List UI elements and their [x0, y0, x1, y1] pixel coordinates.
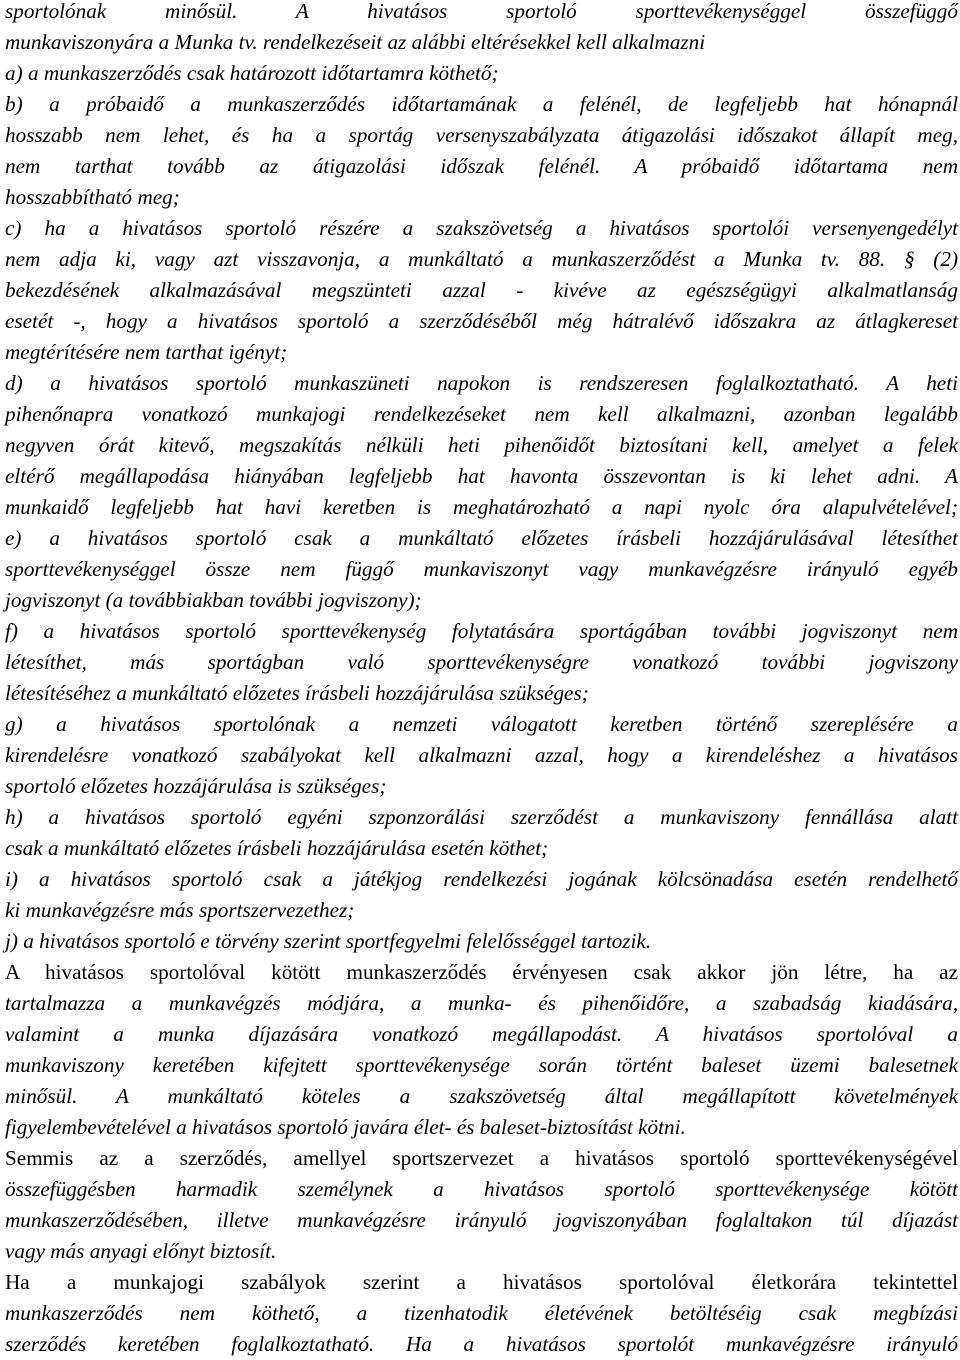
- text-line: munkaviszonyára a Munka tv. rendelkezéseit az alábbi eltérésekkel kell alkalmazni: [5, 30, 706, 54]
- text-line: e) a hivatásos sportoló csak a munkáltató előzetes írásbeli hozzájárulásával létesíthet: [5, 526, 958, 550]
- text-line: g) a hivatásos sportolónak a nemzeti válogatott keretben történő szereplésére a: [5, 712, 958, 736]
- text-line: d) a hivatásos sportoló munkaszüneti napokon is rendszeresen foglalkoztatható. A heti: [5, 371, 958, 395]
- text-line: a) a munkaszerződés csak határozott időtartamra köthető;: [5, 61, 499, 85]
- text-line: Semmis az a szerződés, amellyel sportszervezet a hivatásos sportoló sporttevékenységével: [5, 1146, 958, 1170]
- text-line: h) a hivatásos sportoló egyéni szponzorálási szerződést a munkaviszony fennállása alatt: [5, 805, 958, 829]
- text-line: f) a hivatásos sportoló sporttevékenység folytatására sportágában további jogviszonyt nem: [5, 619, 958, 643]
- text-line: valamint a munka díjazására vonatkozó megállapodást. A hivatásos sportolóval a: [5, 1022, 958, 1046]
- text-line: jogviszonyt (a továbbiakban további jogviszony);: [5, 588, 422, 612]
- text-line: esetét -, hogy a hivatásos sportoló a szerződéséből még hátralévő időszakra az átlagkereset: [5, 309, 958, 333]
- text-line: i) a hivatásos sportoló csak a játékjog rendelkezési jogának kölcsönadása esetén rendelhető: [5, 867, 958, 891]
- text-line: létesítéséhez a munkáltató előzetes írásbeli hozzájárulása szükséges;: [5, 681, 589, 705]
- text-line: szerződés keretében foglalkoztatható. Ha a hivatásos sportolót munkavégzésre irányuló: [5, 1332, 958, 1356]
- text-line: sporttevékenységgel össze nem függő munkaviszonyt vagy munkavégzésre irányuló egyéb: [5, 557, 958, 581]
- text-line: j) a hivatásos sportoló e törvény szerint sportfegyelmi felelősséggel tartozik.: [5, 929, 652, 953]
- text-line: A hivatásos sportolóval kötött munkaszerződés érvényesen csak akkor jön létre, ha az: [5, 960, 958, 984]
- text-line: negyven órát kitevő, megszakítás nélküli heti pihenőidőt biztosítani kell, amelyet a felek: [5, 433, 958, 457]
- text-line: pihenőnapra vonatkozó munkajogi rendelkezéseket nem kell alkalmazni, azonban legalább: [5, 402, 958, 426]
- text-line: megtérítésére nem tarthat igényt;: [5, 340, 288, 364]
- text-line: hosszabb nem lehet, és ha a sportág versenyszabályzata átigazolási időszakot állapít meg,: [5, 123, 958, 147]
- text-line: minősül. A munkáltató köteles a szakszövetség által megállapított követelmények: [5, 1084, 958, 1108]
- text-line: figyelembevételével a hivatásos sportoló javára élet- és baleset-biztosítást kötni.: [5, 1115, 686, 1139]
- text-line: eltérő megállapodása hiányában legfeljebb hat havonta összevontan is ki lehet adni. A: [5, 464, 958, 488]
- text-line: munkaidő legfeljebb hat havi keretben is meghatározható a napi nyolc óra alapulvételével;: [5, 495, 958, 519]
- text-line: bekezdésének alkalmazásával megszünteti azzal - kivéve az egészségügyi alkalmatlanság: [5, 278, 958, 302]
- text-line: munkaviszony keretében kifejtett sporttevékenysége során történt baleset üzemi balesetnek: [5, 1053, 958, 1077]
- text-line: összefüggésben harmadik személynek a hivatásos sportoló sporttevékenysége kötött: [5, 1177, 958, 1201]
- text-line: csak a munkáltató előzetes írásbeli hozzájárulása esetén köthet;: [5, 836, 549, 860]
- text-line: munkaszerződés nem köthető, a tizenhatodik életévének betöltéséig csak megbízási: [5, 1301, 958, 1325]
- text-line: kirendelésre vonatkozó szabályokat kell alkalmazni azzal, hogy a kirendeléshez a hivatásos: [5, 743, 958, 767]
- text-line: c) ha a hivatásos sportoló részére a szakszövetség a hivatásos sportolói versenyengedélyt: [5, 216, 958, 240]
- text-line: nem tarthat tovább az átigazolási időszak felénél. A próbaidő időtartama nem: [5, 154, 958, 178]
- document-page: [5, 0, 958, 1360]
- text-line: munkaszerződésében, illetve munkavégzésre irányuló jogviszonyában foglaltakon túl díjazást: [5, 1208, 958, 1232]
- text-line: Ha a munkajogi szabályok szerint a hivatásos sportolóval életkorára tekintettel: [5, 1270, 958, 1294]
- text-line: sportoló előzetes hozzájárulása is szükséges;: [5, 774, 387, 798]
- text-line: ki munkavégzésre más sportszervezethez;: [5, 898, 355, 922]
- text-line: sportolónak minősül. A hivatásos sportoló sporttevékenységgel összefüggő: [5, 0, 958, 23]
- text-line: nem adja ki, vagy azt visszavonja, a munkáltató a munkaszerződést a Munka tv. 88. § (2): [5, 247, 958, 271]
- text-line: létesíthet, más sportágban való sporttevékenységre vonatkozó további jogviszony: [5, 650, 958, 674]
- text-line: tartalmazza a munkavégzés módjára, a munka- és pihenőidőre, a szabadság kiadására,: [5, 991, 958, 1015]
- text-line: b) a próbaidő a munkaszerződés időtartamának a felénél, de legfeljebb hat hónapnál: [5, 92, 958, 116]
- text-line: vagy más anyagi előnyt biztosít.: [5, 1239, 277, 1263]
- text-line: hosszabbítható meg;: [5, 185, 180, 209]
